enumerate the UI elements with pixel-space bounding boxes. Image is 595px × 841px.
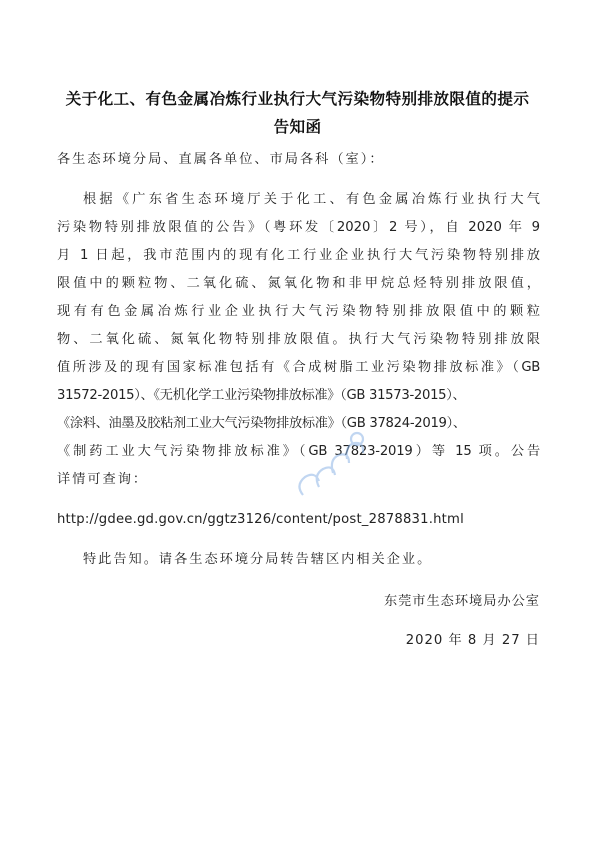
body-line-1: 根据《广东省生态环境厅关于化工、有色金属冶炼行业执行大气: [83, 192, 540, 207]
closing-text: 特此告知。请各生态环境分局转告辖区内相关企业。: [83, 552, 433, 567]
salutation: 各生态环境分局、直属各单位、市局各科（室）：: [57, 152, 385, 167]
body-line-4: 限值中的颗粒物、二氧化硫、氮氧化物和非甲烷总烃特别排放限值，: [57, 276, 540, 291]
body-line-5: 现有有色金属冶炼行业企业执行大气污染物特别排放限值中的颗粒: [57, 304, 540, 319]
signature: 东莞市生态环境局办公室: [383, 594, 540, 609]
document-title: [40, 85, 555, 141]
body-line-2: 污染物特别排放限值的公告》（粤环发〔2020〕2 号），自 2020 年 9: [57, 220, 540, 235]
title-line-1: 关于化工、有色金属冶炼行业执行大气污染物特别排放限值的提示: [65, 90, 530, 108]
body-line-3: 月 1 日起，我市范围内的现有化工行业企业执行大气污染物特别排放: [57, 248, 540, 263]
body-line-10: 《制药工业大气污染物排放标准》（GB 37823-2019）等 15 项。公告: [57, 444, 540, 459]
body-line-6: 物、二氧化硫、氮氧化物特别排放限值。执行大气污染物特别排放限: [57, 332, 540, 347]
body-line-9: 《涂料、油墨及胶粘剂工业大气污染物排放标准》（GB 37824-2019）、: [57, 416, 466, 431]
reference-url: http://gdee.gd.gov.cn/ggtz3126/content/post_2878831.html: [57, 512, 464, 527]
title-line-2: 告知函: [273, 118, 322, 136]
body-line-8: 31572-2015）、《无机化学工业污染物排放标准》（GB 31573-2015）、: [57, 388, 466, 403]
body-line-7: 值所涉及的现有国家标准包括有《合成树脂工业污染物排放标准》（GB: [57, 360, 540, 375]
body-line-11: 详情可查询：: [57, 472, 149, 487]
logo-watermark: [285, 425, 375, 525]
date: 2020 年 8 月 27 日: [405, 633, 540, 648]
